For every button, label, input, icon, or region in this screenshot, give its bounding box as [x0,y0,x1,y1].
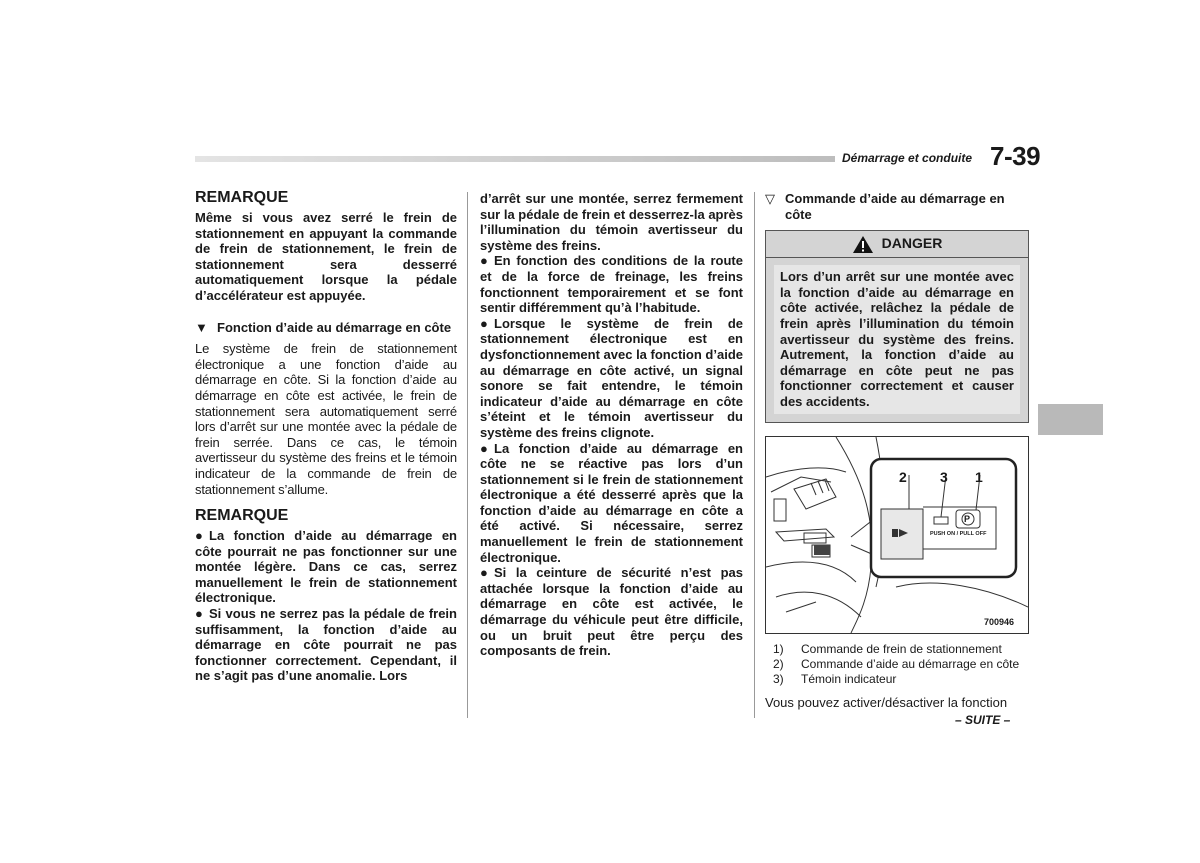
callout-1: 1 [975,468,983,485]
column-divider-1 [467,192,468,718]
legend-item-2: 2) Commande d’aide au démarrage en côte [773,656,1020,671]
bullet-icon: ● [480,253,488,269]
remark2-bullet-4: ● Lorsque le système de frein de stationnement électronique est en dysfonctionnement avec la fonction d’aide au démarrage en côte activé, un signal sonore se fait entendre, le témoin indicateur d’aide au démarrage en côte s’éteint et le témoin avertisseur du système des freins clignote. [480,315,743,440]
legend-item-3: 3) Témoin indicateur [773,671,897,686]
subhead-hill-start-switch [765,191,1029,222]
danger-header [766,231,1028,258]
legend-item-1: 1) Commande de frein de stationnement [773,641,1002,656]
switch-label: PUSH ON / PULL OFF [930,530,987,537]
body-paragraph: Le système de frein de stationnement électronique a une fonction d’aide au démarrage en côte. Si la fonction d’aide au démarrage en côte est activée, le frein de stationnement sera automatiquement serré lors d’arrêt sur une montée avec la pédale de frein serrée. Dans ce cas, le témoin avertisseur du système des freins et le témoin indicateur de la commande de frein de stationnement s’allume. [195,341,457,497]
trailing-text: Vous pouvez activer/désactiver la fonction [765,694,1008,710]
callout-3: 3 [940,468,948,485]
filled-triangle-icon: ▼ [195,319,208,335]
continued-marker: – SUITE – [955,713,1011,727]
header-rule [195,156,835,162]
remark2-bullet-5: ● La fonction d’aide au démarrage en côte ne se réactive pas lors d’un stationnement si le frein de stationnement électronique a été desserré après que la fonction d’aide au démarrage en côte a été activé. Si nécessaire, serrez manuellement le frein de stationnement électronique. [480,440,743,565]
page-number: 7-39 [990,141,1041,171]
figure-code: 700946 [984,616,1015,627]
park-symbol: P [964,513,971,524]
remark-title-1: REMARQUE [195,189,289,206]
subhead-text: Commande d’aide au démarrage en côte [785,191,1005,222]
subhead-text: Fonction d’aide au démarrage en côte [217,319,452,335]
remark2-bullet-3: ● En fonction des conditions de la route et de la force de freinage, les freins fonctionnent temporairement et se font sentir différemment qu’à l’habitude. [480,253,743,316]
remark2-continuation: d’arrêt sur une montée, serrez fermement sur la pédale de frein et desserrez-la après l’illumination du témoin avertisseur du système des freins. [480,191,744,253]
remark-text-1: Même si vous avez serré le frein de stationnement en appuyant la commande de frein de stationnement, le frein de stationnement sera desserré automatiquement lorsque la pédale d’accélérateur est appuyée. [195,210,457,303]
remark2-bullet-6: ● Si la ceinture de sécurité n’est pas attachée lorsque la fonction d’aide au démarrage en côte est activée, le démarrage du véhicule peut être difficile, ou un bruit peut être perçu des composants de frein. [480,565,743,659]
subhead-hill-start-assist [195,320,457,336]
column-2 [480,191,743,659]
dashboard-illustration [766,437,1028,633]
column-divider-2 [754,192,755,718]
section-title: Démarrage et conduite [842,151,973,165]
danger-text: Lors d’un arrêt sur une montée avec la fonction d’aide au démarrage en côte activée, relâchez la pédale de frein après l’illumination du témoin avertisseur du système des freins. Autrement, la fonction d’aide au démarrage en côte peut ne pas fonctionner correctement et causer des accidents. [774,265,1020,413]
bullet-icon: ● [480,440,488,456]
column-1 [195,188,457,684]
bullet-icon: ● [195,528,203,544]
outline-triangle-icon: ▽ [765,191,775,206]
remark2-bullet-2: ● Si vous ne serrez pas la pédale de frein suffisamment, la fonction d’aide au démarrage en côte pourrait ne pas fonctionner correctement. Cependant, il ne s’agit pas d’une anomalie. Lors [195,606,457,684]
warning-triangle-icon [852,235,874,254]
figure-legend [765,642,1029,687]
bullet-icon: ● [480,565,488,581]
column-3 [765,191,1029,710]
bullet-icon: ● [480,315,488,331]
callout-2: 2 [899,468,907,485]
remark-title-2: REMARQUE [195,507,289,525]
dashboard-figure [765,436,1029,634]
danger-label: DANGER [881,235,943,252]
danger-box [765,230,1029,422]
bullet-icon: ● [195,606,203,622]
chapter-thumb-tab [1038,404,1103,435]
remark2-bullet-1: ● La fonction d’aide au démarrage en côte pourrait ne pas fonctionner sur une montée légère. Dans ce cas, serrez manuellement le frein de stationnement électronique. [195,528,457,606]
